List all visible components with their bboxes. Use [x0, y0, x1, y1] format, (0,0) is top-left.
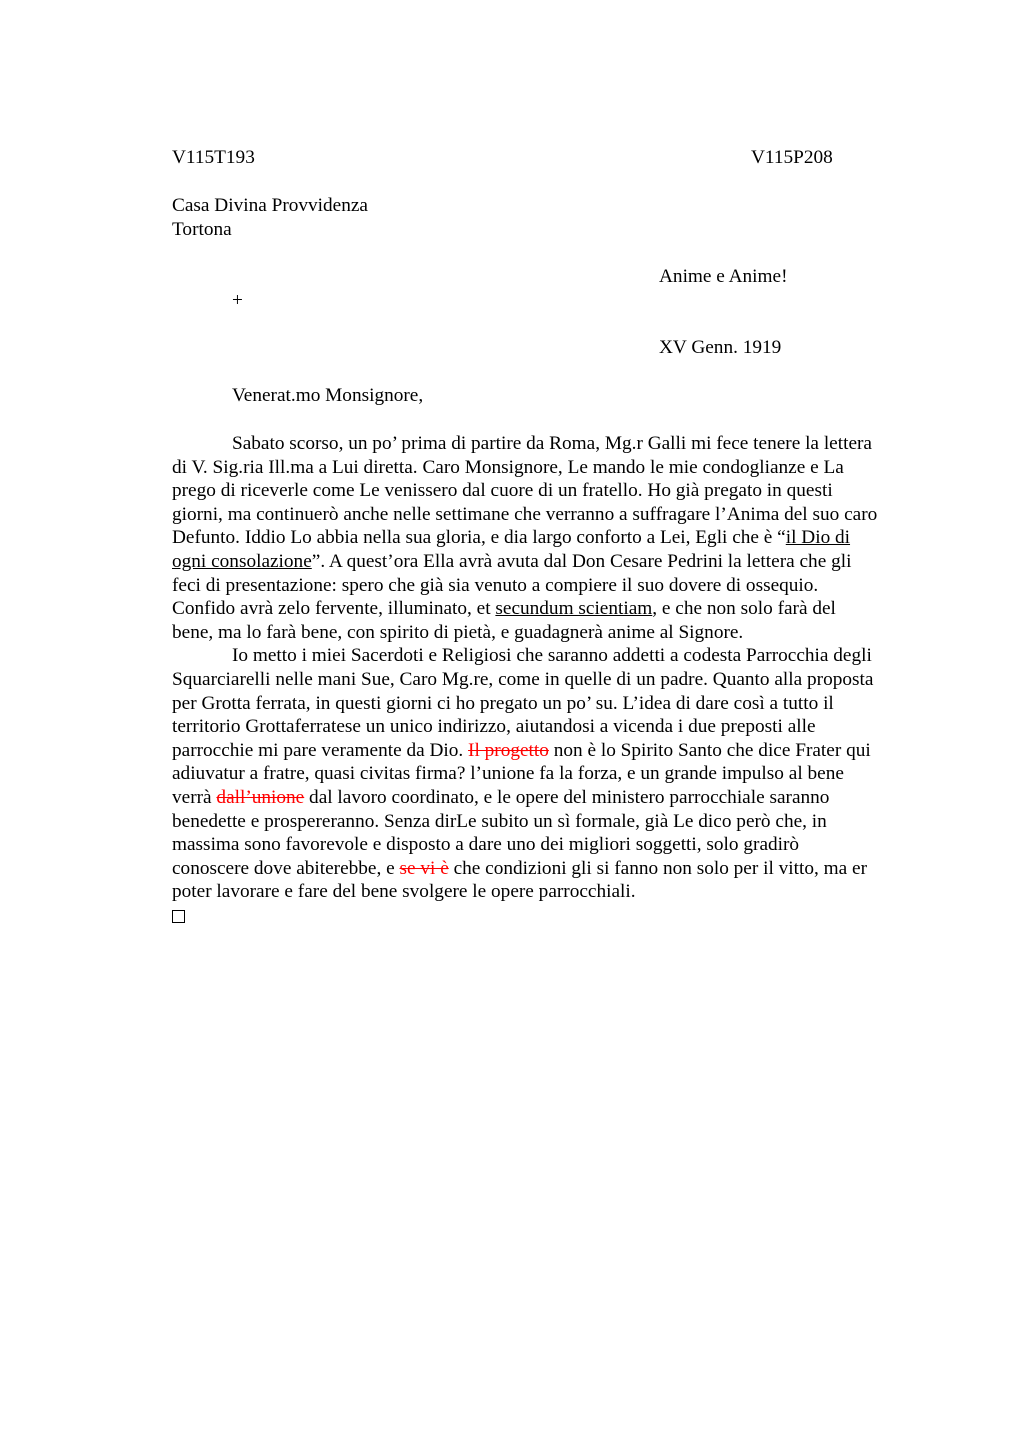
cross-mark: +: [232, 290, 243, 311]
body-text: verrà: [172, 786, 217, 808]
body-line: bene, ma lo farà bene, con spirito di pietà, e guadagnerà anime al Signore.: [172, 621, 744, 643]
body-line: Squarciarelli nelle mani Sue, Caro Mg.re, come in quelle di un padre. Quanto alla proposta: [172, 668, 874, 690]
body-line: feci di presentazione: spero che già sia venuto a compiere il suo dovere di ossequio.: [172, 574, 819, 596]
body-line: territorio Grottaferratese un unico indirizzo, aiutandosi a vicenda i due preposti alle: [172, 716, 816, 738]
underlined-text: il Dio di: [785, 527, 851, 549]
body-text: conoscere dove abiterebbe, e: [172, 857, 400, 879]
body-line: [172, 550, 942, 574]
body-text: Defunto. Iddio Lo abbia nella sua gloria, e dia largo conforto a Lei, Egli che è “: [172, 527, 786, 549]
motto: Anime e Anime!: [659, 266, 788, 287]
body-line: [172, 739, 942, 763]
body-text: , e che non solo farà del: [652, 598, 836, 620]
body-text: dal lavoro coordinato, e le opere del ministero parrocchiale saranno: [304, 786, 830, 808]
underlined-text: secundum scientiam: [495, 598, 653, 620]
body-line: di V. Sig.ria Ill.ma a Lui diretta. Caro Monsignore, Le mando le mie condoglianze e La: [172, 456, 844, 478]
body-line: prego di riceverle come Le venissero dal cuore di un fratello. Ho già pregato in questi: [172, 480, 833, 502]
body-line: benedette e prospereranno. Senza dirLe subito un sì formale, già Le dico però che, in: [172, 810, 827, 832]
body-line: Io metto i miei Sacerdoti e Religiosi che saranno addetti a codesta Parrocchia degli: [232, 645, 872, 667]
sender-city: Tortona: [172, 219, 232, 240]
body-line: [172, 786, 942, 810]
body-line: massima sono favorevole e disposto a dare uno dei migliori soggetti, solo gradirò: [172, 834, 800, 856]
body-line: [172, 857, 942, 881]
underlined-text: ogni consolazione: [172, 550, 312, 572]
body-text: Confido avrà zelo fervente, illuminato, et: [172, 598, 496, 620]
letter-body: [172, 432, 942, 904]
body-line: [172, 526, 942, 550]
deleted-text: dall’unione: [216, 786, 305, 808]
body-line: giorni, ma continuerò anche nelle settimane che verranno a suffragare l’Anima del suo caro: [172, 503, 878, 525]
deleted-text: Il progetto: [468, 739, 549, 761]
sender-name: Casa Divina Provvidenza: [172, 195, 368, 216]
body-text: parrocchie mi pare veramente da Dio.: [172, 739, 469, 761]
body-line: [172, 597, 942, 621]
deleted-text: se vi è: [399, 857, 449, 879]
end-square-icon: [172, 910, 185, 923]
document-code-left: V115T193: [172, 147, 255, 168]
document-code-right: V115P208: [751, 147, 833, 168]
body-text: non è lo Spirito Santo che dice Frater qui: [548, 739, 871, 761]
sender-block: [172, 194, 368, 242]
body-line: Sabato scorso, un po’ prima di partire da Roma, Mg.r Galli mi fece tenere la lettera: [232, 433, 872, 454]
body-text: ”. A quest’ora Ella avrà avuta dal Don Cesare Pedrini la lettera che gli: [311, 550, 852, 572]
body-line: poter lavorare e fare del bene svolgere le opere parrocchiali.: [172, 881, 636, 903]
letter-date: XV Genn. 1919: [659, 337, 782, 358]
body-text: che condizioni gli si fanno non solo per il vitto, ma er: [448, 857, 867, 879]
body-line: adiuvatur a fratre, quasi civitas firma? l’unione fa la forza, e un grande impulso al bene: [172, 763, 844, 785]
body-line: per Grotta ferrata, in questi giorni ci ho pregato un po’ su. L’idea di dare così a tutto il: [172, 692, 834, 714]
salutation: Venerat.mo Monsignore,: [232, 385, 424, 406]
